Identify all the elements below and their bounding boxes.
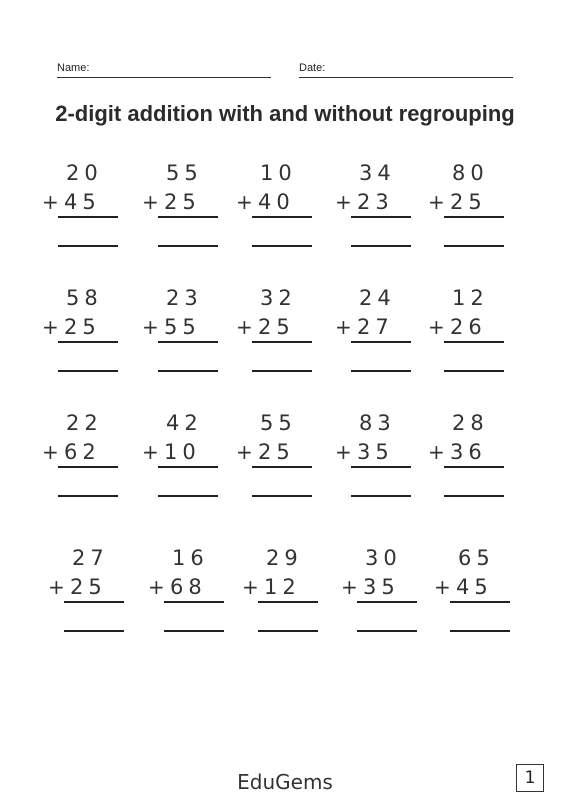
bottom-number: 45 (456, 575, 493, 599)
sum-line (64, 601, 124, 603)
plus-sign: + (148, 575, 165, 599)
sum-line (252, 341, 312, 343)
sum-line (158, 341, 218, 343)
plus-sign: + (142, 315, 159, 339)
name-line[interactable] (57, 77, 271, 78)
top-number: 65 (458, 546, 495, 570)
answer-line[interactable] (357, 630, 417, 632)
sum-line (252, 466, 312, 468)
top-number: 58 (66, 286, 103, 310)
addition-problem (142, 286, 222, 376)
answer-line[interactable] (252, 495, 312, 497)
plus-sign: + (428, 190, 445, 214)
bottom-number: 23 (357, 190, 394, 214)
plus-sign: + (142, 190, 159, 214)
addition-problem (335, 411, 415, 501)
top-number: 83 (359, 411, 396, 435)
bottom-number: 25 (164, 190, 201, 214)
sum-line (357, 601, 417, 603)
addition-problem (42, 286, 122, 376)
plus-sign: + (428, 440, 445, 464)
sum-line (450, 601, 510, 603)
sum-line (58, 216, 118, 218)
answer-line[interactable] (450, 630, 510, 632)
bottom-number: 25 (258, 315, 295, 339)
sum-line (158, 466, 218, 468)
bottom-number: 36 (450, 440, 487, 464)
sum-line (252, 216, 312, 218)
top-number: 23 (166, 286, 203, 310)
top-number: 20 (66, 161, 103, 185)
plus-sign: + (236, 440, 253, 464)
bottom-number: 68 (170, 575, 207, 599)
sum-line (351, 341, 411, 343)
answer-line[interactable] (58, 245, 118, 247)
addition-problem (148, 546, 228, 636)
top-number: 55 (166, 161, 203, 185)
bottom-number: 26 (450, 315, 487, 339)
sum-line (351, 466, 411, 468)
addition-problem (48, 546, 128, 636)
plus-sign: + (142, 440, 159, 464)
answer-line[interactable] (252, 245, 312, 247)
addition-problem (434, 546, 514, 636)
plus-sign: + (434, 575, 451, 599)
page-number: 1 (516, 764, 544, 792)
plus-sign: + (341, 575, 358, 599)
bottom-number: 40 (258, 190, 295, 214)
answer-line[interactable] (164, 630, 224, 632)
answer-line[interactable] (351, 495, 411, 497)
sum-line (444, 341, 504, 343)
addition-problem (42, 161, 122, 251)
top-number: 16 (172, 546, 209, 570)
addition-problem (242, 546, 322, 636)
addition-problem (236, 161, 316, 251)
addition-problem (236, 411, 316, 501)
addition-problem (142, 161, 222, 251)
answer-line[interactable] (252, 370, 312, 372)
bottom-number: 12 (264, 575, 301, 599)
answer-line[interactable] (58, 370, 118, 372)
bottom-number: 55 (164, 315, 201, 339)
top-number: 28 (452, 411, 489, 435)
answer-line[interactable] (58, 495, 118, 497)
plus-sign: + (42, 315, 59, 339)
answer-line[interactable] (444, 245, 504, 247)
addition-problem (341, 546, 421, 636)
footer-brand: EduGems (237, 770, 333, 794)
addition-problem (335, 161, 415, 251)
plus-sign: + (335, 440, 352, 464)
date-label: Date: (299, 62, 326, 74)
bottom-number: 62 (64, 440, 101, 464)
name-label: Name: (57, 62, 90, 74)
plus-sign: + (335, 190, 352, 214)
top-number: 42 (166, 411, 203, 435)
plus-sign: + (335, 315, 352, 339)
plus-sign: + (242, 575, 259, 599)
plus-sign: + (42, 190, 59, 214)
answer-line[interactable] (444, 495, 504, 497)
top-number: 34 (359, 161, 396, 185)
addition-problem (428, 161, 508, 251)
answer-line[interactable] (351, 370, 411, 372)
plus-sign: + (236, 315, 253, 339)
top-number: 55 (260, 411, 297, 435)
bottom-number: 25 (70, 575, 107, 599)
answer-line[interactable] (64, 630, 124, 632)
sum-line (58, 466, 118, 468)
top-number: 10 (260, 161, 297, 185)
top-number: 24 (359, 286, 396, 310)
answer-line[interactable] (351, 245, 411, 247)
sum-line (158, 216, 218, 218)
answer-line[interactable] (158, 370, 218, 372)
plus-sign: + (428, 315, 445, 339)
bottom-number: 10 (164, 440, 201, 464)
answer-line[interactable] (158, 495, 218, 497)
top-number: 80 (452, 161, 489, 185)
sum-line (258, 601, 318, 603)
sum-line (164, 601, 224, 603)
top-number: 12 (452, 286, 489, 310)
answer-line[interactable] (158, 245, 218, 247)
bottom-number: 25 (450, 190, 487, 214)
date-line[interactable] (299, 77, 513, 78)
bottom-number: 45 (64, 190, 101, 214)
worksheet-title: 2-digit addition with and without regrouping (55, 101, 515, 126)
top-number: 29 (266, 546, 303, 570)
bottom-number: 25 (64, 315, 101, 339)
sum-line (444, 216, 504, 218)
plus-sign: + (236, 190, 253, 214)
sum-line (444, 466, 504, 468)
bottom-number: 25 (258, 440, 295, 464)
plus-sign: + (48, 575, 65, 599)
addition-problem (428, 286, 508, 376)
sum-line (58, 341, 118, 343)
top-number: 27 (72, 546, 109, 570)
addition-problem (335, 286, 415, 376)
bottom-number: 27 (357, 315, 394, 339)
top-number: 32 (260, 286, 297, 310)
answer-line[interactable] (258, 630, 318, 632)
top-number: 22 (66, 411, 103, 435)
bottom-number: 35 (363, 575, 400, 599)
top-number: 30 (365, 546, 402, 570)
plus-sign: + (42, 440, 59, 464)
addition-problem (428, 411, 508, 501)
addition-problem (142, 411, 222, 501)
bottom-number: 35 (357, 440, 394, 464)
addition-problem (42, 411, 122, 501)
sum-line (351, 216, 411, 218)
answer-line[interactable] (444, 370, 504, 372)
addition-problem (236, 286, 316, 376)
